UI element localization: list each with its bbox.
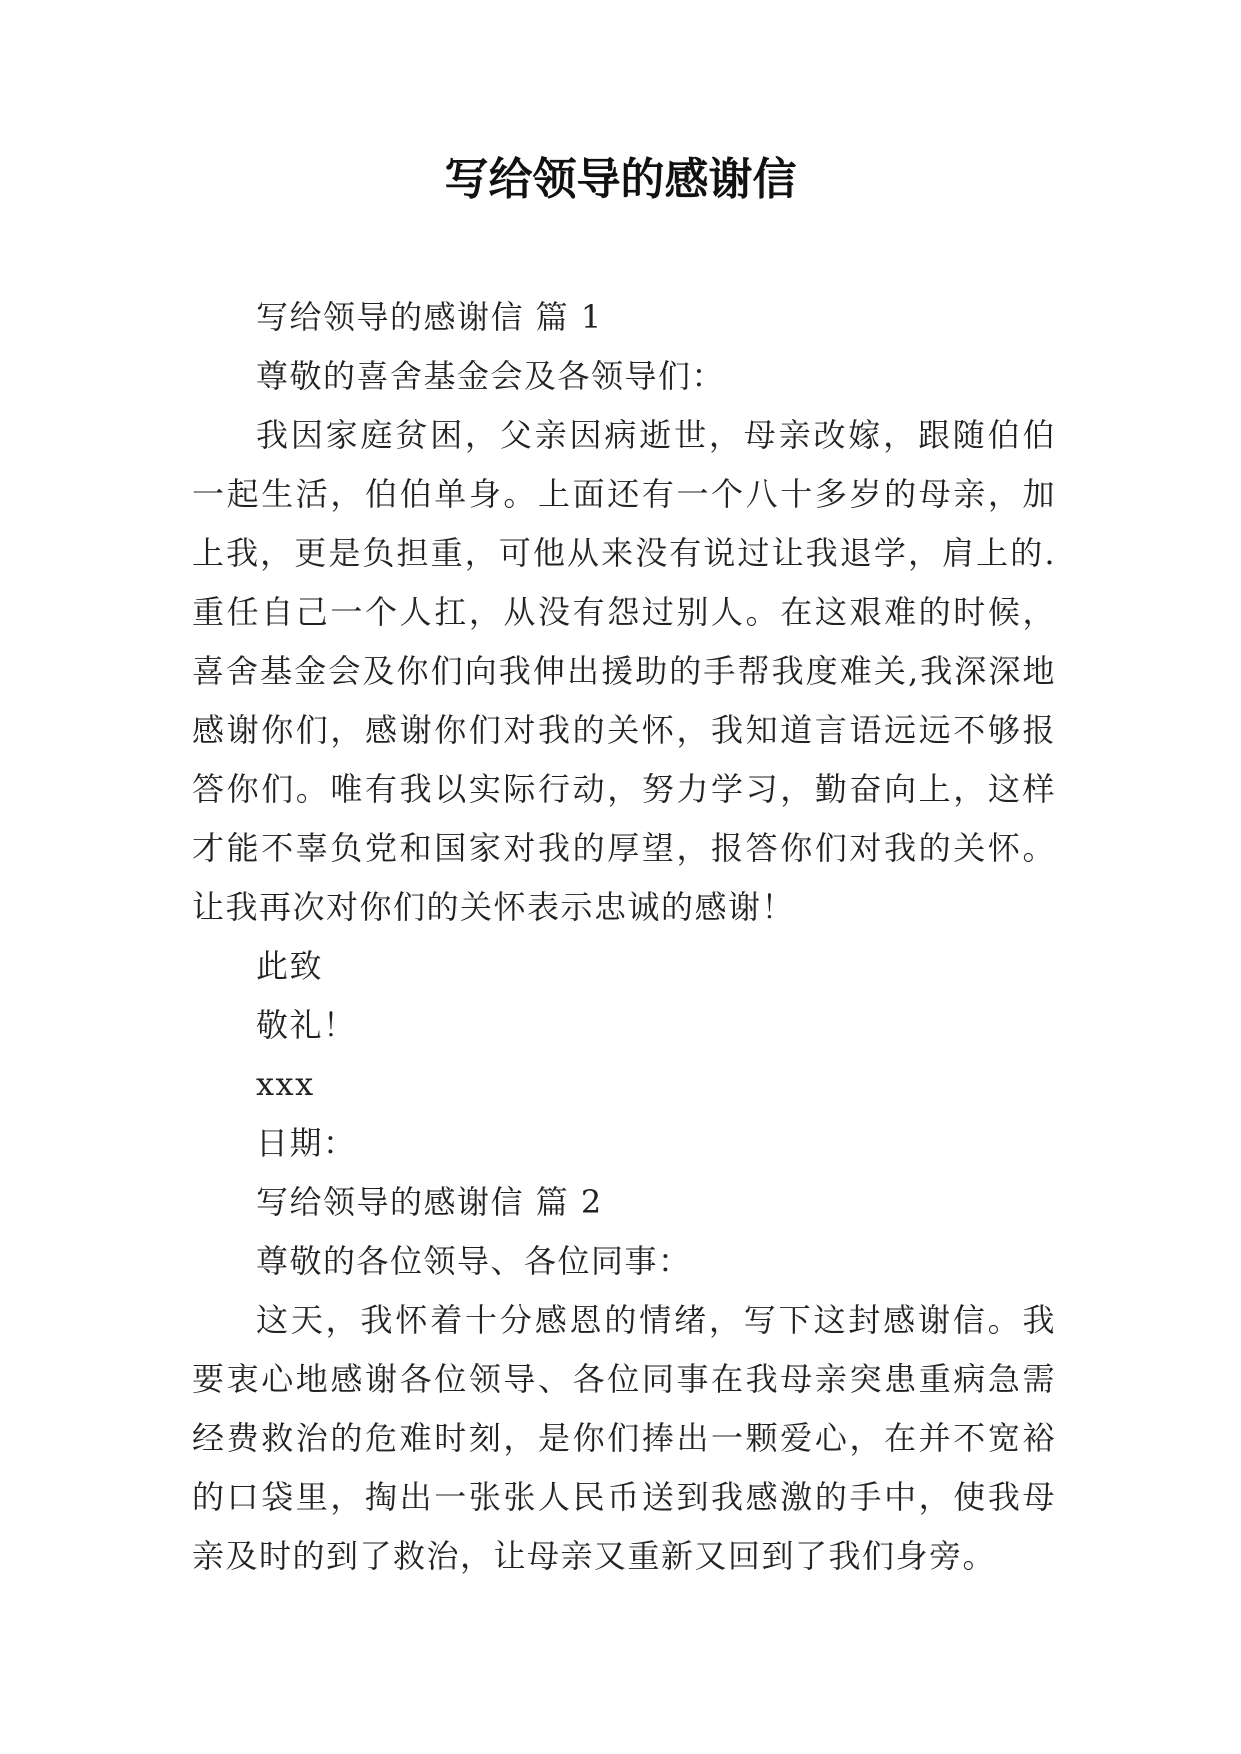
section-1-salutation: 尊敬的喜舍基金会及各领导们： <box>256 357 726 395</box>
document-content <box>192 288 1056 1586</box>
section-2-salutation: 尊敬的各位领导、各位同事： <box>256 1242 692 1280</box>
section-2-heading: 写给领导的感谢信 篇 2 <box>256 1183 603 1221</box>
section-1-regards: 敬礼！ <box>256 1006 357 1044</box>
section-1-body: 我因家庭贫困，父亲因病逝世，母亲改嫁，跟随伯伯一起生活，伯伯单身。上面还有一个八十多岁的母亲，加上我，更是负担重，可他从来没有说过让我退学，肩上的.重任自己一个人扛，从没有怨过别人。在这艰难的时候，喜舍基金会及你们向我伸出援助的手帮我度难关,我深深地感谢你们，感谢你们对我的关怀，我知道言语远远不够报答你们。唯有我以实际行动，努力学习，勤奋向上，这样才能不辜负党和国家对我的厚望，报答你们对我的关怀。让我再次对你们的关怀表示忠诚的感谢！ <box>192 416 1056 926</box>
section-1-closing: 此致 <box>256 947 324 985</box>
section-1-date: 日期： <box>256 1124 357 1162</box>
section-1-heading: 写给领导的感谢信 篇 1 <box>256 298 603 336</box>
section-2-body: 这天，我怀着十分感恩的情绪，写下这封感谢信。我要衷心地感谢各位领导、各位同事在我母亲突患重病急需经费救治的危难时刻，是你们捧出一颗爱心，在并不宽裕的口袋里，掏出一张张人民币送到我感激的手中，使我母亲及时的到了救治，让母亲又重新又回到了我们身旁。 <box>192 1301 1056 1575</box>
document-title: 写给领导的感谢信 <box>444 154 797 205</box>
section-1-signature: xxx <box>256 1065 315 1103</box>
